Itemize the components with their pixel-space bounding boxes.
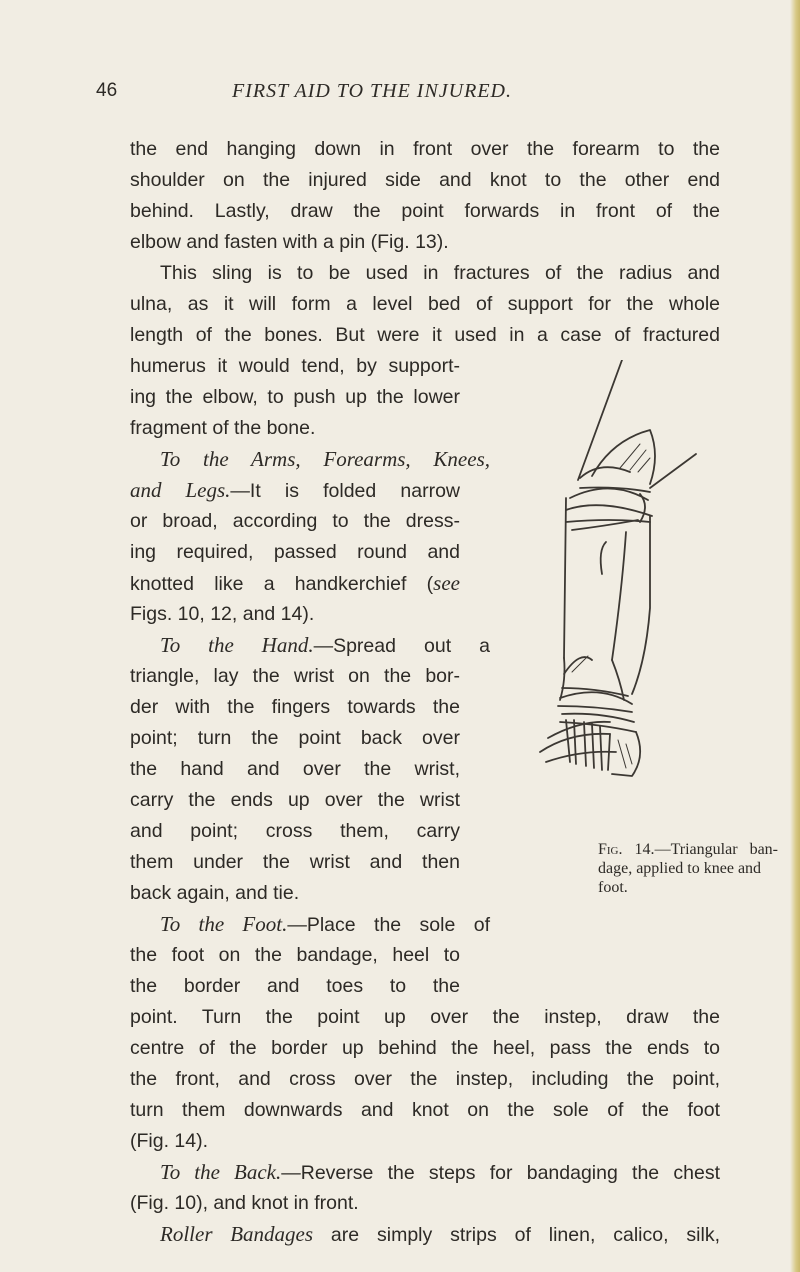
text-line: (Fig. 10), and knot in front.: [130, 1192, 359, 1214]
text-line: [130, 630, 490, 661]
caption-text: —Triangular ban-: [654, 841, 778, 858]
text-line: behind. Lastly, draw the point forwards in front of the: [130, 200, 720, 222]
page-edge: [790, 0, 800, 1272]
text-run: knotted like a handkerchief (: [130, 573, 434, 595]
heading-hand: To the Hand.: [160, 633, 314, 657]
text-line: ulna, as it will form a level bed of support for the whole: [130, 293, 720, 315]
text-run: —Spread out a: [313, 635, 490, 657]
text-line: them under the wrist and then: [130, 851, 460, 873]
text-line: [130, 568, 460, 599]
knee-foot-bandage-illustration: [500, 360, 700, 820]
text-run: —Place the sole of: [287, 914, 490, 936]
text-line: the border and toes to the: [130, 975, 460, 997]
page-header: [0, 80, 800, 114]
text-line: point. Turn the point up over the instep, draw the: [130, 1006, 720, 1028]
text-line: ing required, passed round and: [130, 541, 460, 563]
caption-line: foot.: [598, 879, 628, 896]
text-line: back again, and tie.: [130, 882, 300, 904]
text-run: are simply strips of linen, calico, silk,: [313, 1224, 720, 1246]
caption-line: [598, 840, 778, 859]
text-line: turn them downwards and knot on the sole of the foot: [130, 1099, 720, 1121]
heading-foot: To the Foot.: [160, 912, 288, 936]
text-line: elbow and fasten with a pin (Fig. 13).: [130, 231, 449, 253]
text-line: This sling is to be used in fractures of the radius and: [160, 262, 720, 284]
text-line: ing the elbow, to push up the lower: [130, 386, 460, 408]
figure-caption: [598, 840, 788, 897]
text-line: humerus it would tend, by support-: [130, 355, 460, 377]
text-line: der with the fingers towards the: [130, 696, 460, 718]
text-line: (Fig. 14).: [130, 1130, 209, 1152]
heading-legs: and Legs.: [130, 478, 231, 502]
text-line: the end hanging down in front over the forearm to the: [130, 138, 720, 160]
text-line: centre of the border up behind the heel, pass the ends to: [130, 1037, 720, 1059]
text-line: carry the ends up over the wrist: [130, 789, 460, 811]
text-line: the hand and over the wrist,: [130, 758, 460, 780]
heading-arms-legs: To the Arms, Forearms, Knees,: [160, 447, 490, 471]
see-italic: see: [433, 571, 460, 595]
running-head: FIRST AID TO THE INJURED.: [232, 80, 512, 102]
text-line: the front, and cross over the instep, including the point,: [130, 1068, 720, 1090]
text-line: [130, 1157, 720, 1188]
text-line: and point; cross them, carry: [130, 820, 460, 842]
text-line: [130, 444, 490, 475]
text-line: the foot on the bandage, heel to: [130, 944, 460, 966]
text-line: Figs. 10, 12, and 14).: [130, 603, 315, 625]
page-number: 46: [96, 80, 118, 101]
text-run: —It is folded narrow: [230, 480, 460, 502]
text-line: or broad, according to the dress-: [130, 510, 460, 532]
text-line: point; turn the point back over: [130, 727, 460, 749]
text-line: [130, 475, 460, 506]
heading-back: To the Back.: [160, 1160, 282, 1184]
text-line: length of the bones. But were it used in a case of fractured: [130, 324, 720, 346]
caption-line: dage, applied to knee and: [598, 860, 762, 877]
text-line: fragment of the bone.: [130, 417, 316, 439]
text-run: —Reverse the steps for bandaging the chest: [281, 1162, 720, 1184]
text-line: [130, 1219, 720, 1250]
text-line: [130, 909, 490, 940]
text-line: triangle, lay the wrist on the bor-: [130, 665, 460, 687]
text-line: shoulder on the injured side and knot to the other end: [130, 169, 720, 191]
figure-label: Fig. 14.: [598, 841, 655, 858]
heading-roller-bandages: Roller Bandages: [160, 1222, 314, 1246]
